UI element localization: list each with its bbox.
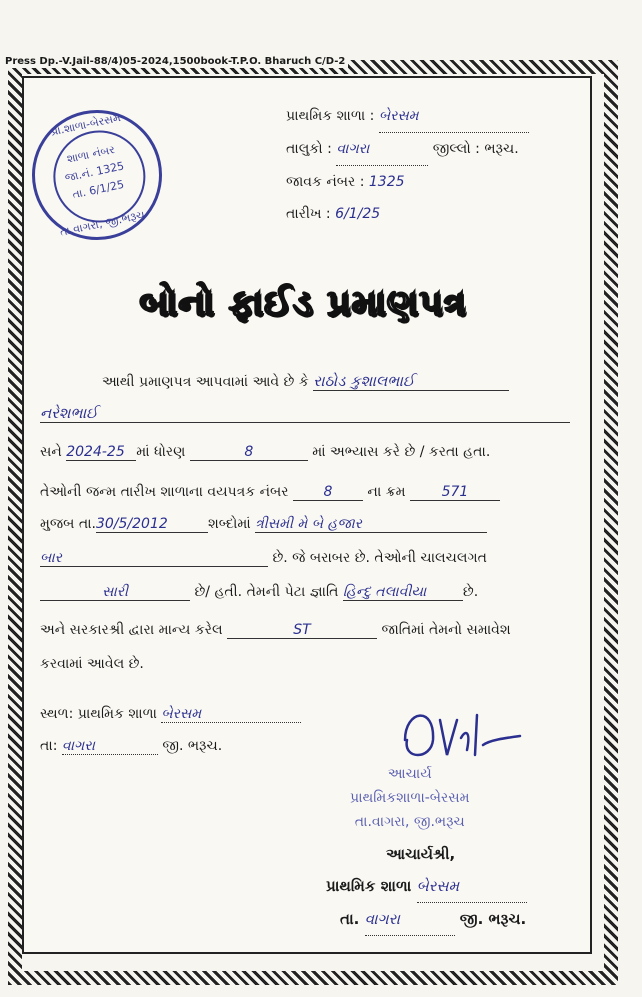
- words-label: શબ્દોમાં: [207, 516, 251, 532]
- principal-stamp: [350, 762, 470, 834]
- include-text: જાતિમાં તેમનો સમાવેશ: [381, 622, 511, 638]
- principal-district: જી. ભરૂચ.: [459, 910, 527, 928]
- line-conduct: [40, 584, 478, 601]
- dob-words-2: બાર: [40, 550, 268, 567]
- principal-block: [326, 838, 527, 936]
- district-text: જી. ભરૂચ.: [162, 738, 223, 754]
- ta-label: તા:: [40, 738, 58, 754]
- ta-value: વાગરા: [62, 738, 158, 755]
- certificate-title: બોનો ફાઈડ પ્રમાણપત્ર: [139, 283, 467, 324]
- line-name: [40, 404, 570, 423]
- che-text: છે.: [462, 584, 479, 600]
- school-value: બેરસમ: [379, 100, 529, 133]
- register-no: 8: [293, 484, 363, 501]
- district-label: જીલ્લો : ભરૂચ.: [432, 141, 519, 157]
- category-value: ST: [227, 622, 377, 639]
- stamp-line-3: તા.વાગરા, જી.ભરૂચ: [354, 814, 465, 830]
- press-line: Press Dp.-V.Jail-88/4)05-2024,1500book-T.P.O. Bharuch C/D-2: [2, 55, 348, 68]
- principal-title: આચાર્યશ્રી,: [386, 845, 456, 863]
- subcaste-value: હિન્દુ તલાવીયા: [343, 584, 463, 601]
- student-name-1: રાઠોડ કુશાલભાઈ: [313, 372, 509, 391]
- conduct-value: સારી: [40, 584, 190, 601]
- done-text: કરવામાં આવેલ છે.: [40, 656, 144, 672]
- seal-top-text: પ્રા.શાળા-બેરસમ: [49, 111, 122, 139]
- govt-text: અને સરકારશ્રી દ્વારા માન્ય કરેલ: [40, 622, 223, 638]
- seal-inner-line-2: જા.નં. 1325: [63, 159, 126, 185]
- principal-ta-label: તા.: [340, 910, 360, 928]
- line-dob-register: [40, 484, 500, 501]
- principal-school-value: બેરસમ: [417, 870, 527, 903]
- place-value: બેરસમ: [161, 706, 301, 723]
- principal-ta-value: વાગરા: [365, 903, 455, 936]
- school-label: પ્રાથમિક શાળા :: [286, 108, 375, 124]
- year-value: 2024-25: [66, 444, 136, 461]
- school-info: [286, 100, 529, 230]
- stamp-line-1: આચાર્ય: [387, 766, 432, 782]
- date-value: 6/1/25: [335, 206, 381, 222]
- signature-drawing: [395, 700, 525, 770]
- serial-no: 571: [410, 484, 500, 501]
- caste-text: છે/ હતી. તેમની પેટા જ્ઞાતિ: [194, 584, 339, 600]
- place-label: સ્થળ: પ્રાથમિક શાળા: [40, 706, 157, 722]
- principal-school-label: પ્રાથમિક શાળા: [326, 877, 412, 895]
- line-govt: [40, 622, 511, 639]
- taluka-value: વાગરા: [336, 133, 428, 166]
- date-label: તારીખ :: [286, 206, 331, 222]
- line-intro: [102, 372, 509, 391]
- line-year: [40, 444, 490, 461]
- dob-prefix: તેઓની જન્મ તારીખ શાળાના વયપત્રક નંબર: [40, 484, 289, 500]
- dob-words-1: ત્રીસમી મે બે હજાર: [255, 516, 487, 533]
- intro-text: આથી પ્રમાણપત્ર આપવામાં આવે છે કે: [102, 374, 309, 390]
- dob-mid: મુજબ તા.: [40, 516, 96, 532]
- student-name-2: નરેશભાઈ: [40, 404, 570, 423]
- serial-label: ના ક્રમ: [367, 484, 406, 500]
- line-dob: [40, 516, 487, 533]
- seal-inner-line-1: શાળા નંબર: [65, 142, 117, 166]
- stamp-line-2: પ્રાથમિકશાળા-બેરસમ: [350, 790, 470, 806]
- std-label: માં ધોરણ: [136, 444, 186, 460]
- outward-value: 1325: [368, 174, 405, 190]
- correct-text: છે. જે બરાબર છે. તેઓની ચાલચલગત: [272, 550, 487, 566]
- line-place: [40, 706, 301, 723]
- line-dob-words: [40, 550, 487, 567]
- dob-value: 30/5/2012: [96, 516, 208, 533]
- outward-label: જાવક નંબર :: [286, 174, 365, 190]
- principal-signature: [395, 700, 515, 770]
- year-prefix: સને: [40, 444, 62, 460]
- seal-inner-line-3: તા. 6/1/25: [71, 177, 126, 202]
- line-ta: [40, 738, 222, 755]
- seal-bottom-text: તા.વાગરા, જી.ભરૂચ: [58, 208, 147, 239]
- std-value: 8: [190, 444, 308, 461]
- study-text: માં અભ્યાસ કરે છે / કરતા હતા.: [312, 444, 491, 460]
- line-done: [40, 656, 144, 672]
- taluka-label: તાલુકો :: [286, 141, 332, 157]
